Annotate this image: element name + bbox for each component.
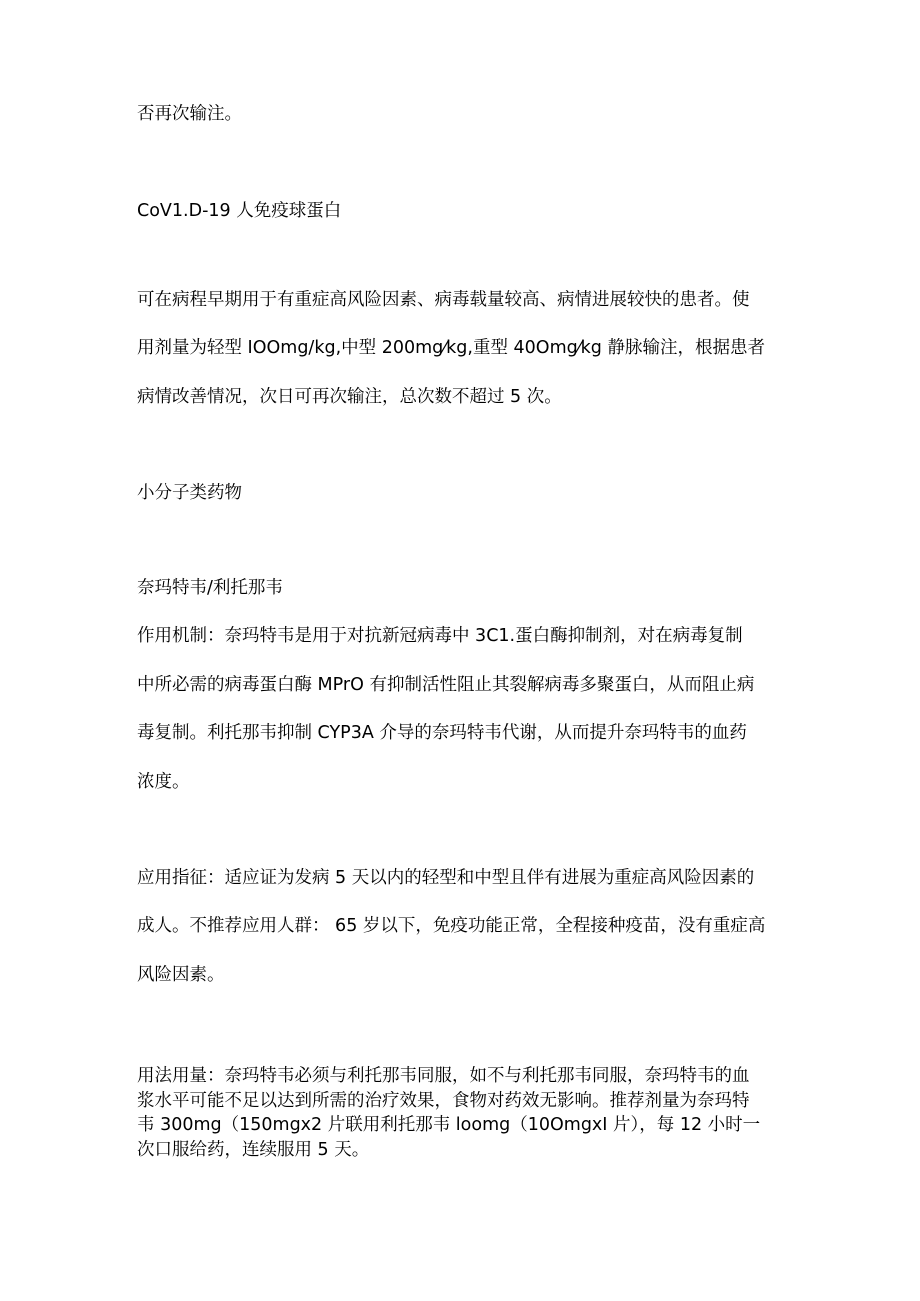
paragraph-line: 应用指征：适应证为发病 5 天以内的轻型和中型且伴有进展为重症高风险因素的 (137, 868, 755, 888)
paragraph-line: 作用机制：奈玛特韦是用于对抗新冠病毒中 3C1.蛋白酶抑制剂，对在病毒复制 (137, 626, 743, 646)
paragraph-line: 可在病程早期用于有重症高风险因素、病毒载量较高、病情进展较快的患者。使 (137, 290, 750, 310)
paragraph-line: 风险因素。 (137, 965, 225, 985)
paragraph-line: 浆水平可能不足以达到所需的治疗效果，食物对药效无影响。推荐剂量为奈玛特 (137, 1091, 750, 1111)
fragment-end-text: 否再次输注。 (137, 104, 242, 124)
paragraph-line: 用剂量为轻型 IOOmg/kg,中型 200mg⁄kg,重型 40Omg⁄kg 静脉输注，根据患者 (137, 338, 765, 358)
paragraph-line: 病情改善情况，次日可再次输注，总次数不超过 5 次。 (137, 387, 562, 407)
paragraph-line: 用法用量：奈玛特韦必须与利托那韦同服，如不与利托那韦同服，奈玛特韦的血 (137, 1066, 750, 1086)
paragraph-line: 中所必需的病毒蛋白酶 MPrO 有抑制活性阻止其裂解病毒多聚蛋白，从而阻止病 (137, 675, 755, 695)
paragraph-line: 成人。不推荐应用人群： 65 岁以下，免疫功能正常，全程接种疫苗，没有重症高 (137, 916, 766, 936)
heading-immunoglobulin: CoV1.D-19 人免疫球蛋白 (137, 201, 342, 221)
paragraph-line: 次口服给药，连续服用 5 天。 (137, 1140, 370, 1160)
paragraph-line: 浓度。 (137, 772, 190, 792)
paragraph-line: 毒复制。利托那韦抑制 CYP3A 介导的奈玛特韦代谢，从而提升奈玛特韦的血药 (137, 723, 747, 743)
heading-small-molecule: 小分子类药物 (137, 483, 242, 503)
paragraph-line: 韦 300mg（150mgx2 片联用利托那韦 loomg（10OmgxI 片），每 12 小时一 (137, 1115, 761, 1135)
heading-drug-name: 奈玛特韦/利托那韦 (137, 578, 283, 598)
